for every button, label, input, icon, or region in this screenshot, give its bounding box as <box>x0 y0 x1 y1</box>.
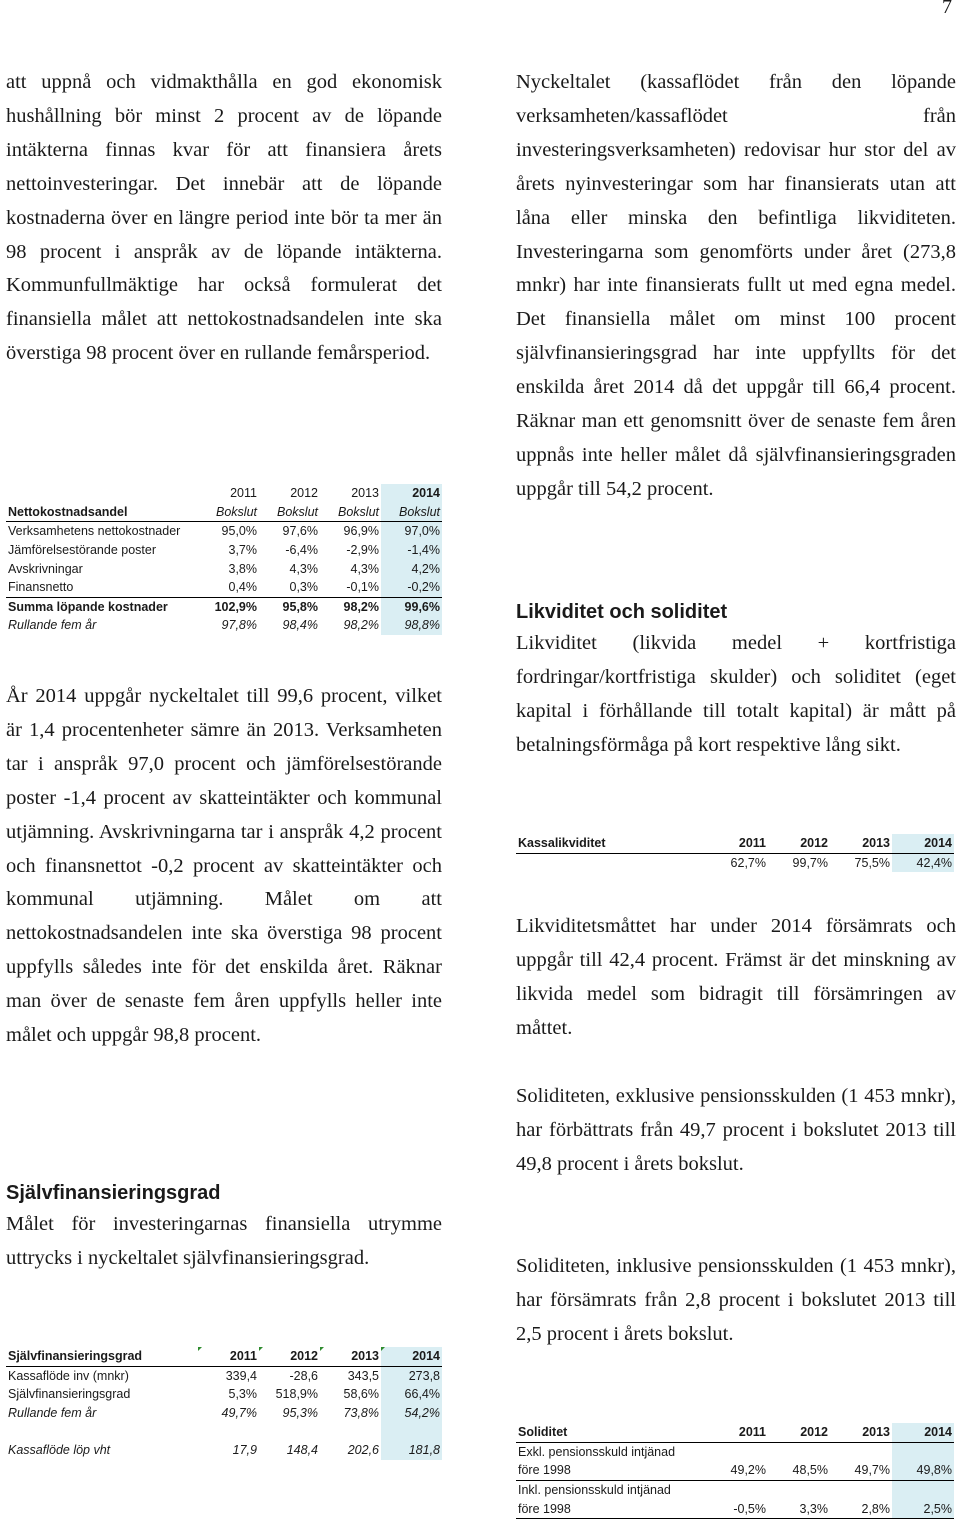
year-cell: 2011 <box>706 834 768 853</box>
table-row <box>516 1461 954 1480</box>
value-cell: 97,6% <box>282 524 318 539</box>
table-header-row <box>6 503 442 522</box>
sjalvfinansieringsgrad-table <box>6 1347 442 1460</box>
table-row <box>6 1385 442 1404</box>
subheader-cell: Bokslut <box>381 503 442 522</box>
nettokostnadsandel-table <box>6 484 442 635</box>
value-cell: 49,2% <box>706 1461 768 1480</box>
year-cell: 2011 <box>230 486 257 501</box>
value-cell: 273,8 <box>381 1366 442 1385</box>
value-cell: 95,3% <box>282 1406 318 1421</box>
value-cell: 148,4 <box>286 1443 318 1458</box>
table-row <box>6 1366 442 1385</box>
value-cell: 339,4 <box>225 1368 257 1383</box>
row-label: Inkl. pensionsskuld intjänad <box>518 1483 671 1498</box>
value-cell: -6,4% <box>285 543 318 558</box>
table-row <box>6 541 442 560</box>
table-title: Soliditet <box>516 1423 706 1442</box>
subheader-cell: Bokslut <box>259 503 320 522</box>
value-cell: 97,8% <box>221 618 257 633</box>
value-cell: 96,9% <box>343 524 379 539</box>
kassalikviditet-table <box>516 834 954 872</box>
row-label: Finansnetto <box>6 578 198 597</box>
value-cell: -2,9% <box>346 543 379 558</box>
value-cell: 54,2% <box>381 1404 442 1423</box>
table-row-rolling <box>6 1404 442 1423</box>
value-cell: 3,7% <box>228 543 257 558</box>
table-spacer <box>6 1422 442 1441</box>
section-heading: Självfinansieringsgrad <box>6 1182 221 1204</box>
year-cell: 2014 <box>381 1347 442 1366</box>
row-label: Kassaflöde inv (mnkr) <box>8 1368 129 1383</box>
year-cell: 2014 <box>892 1423 954 1442</box>
value-cell: 3,3% <box>768 1499 830 1518</box>
soliditet-table <box>516 1423 954 1519</box>
row-label: Verksamhetens nettokostnader <box>8 524 181 539</box>
year-cell: 2011 <box>198 1347 259 1366</box>
value-cell: 95,8% <box>282 599 318 614</box>
row-label: före 1998 <box>516 1499 706 1518</box>
year-cell: 2013 <box>320 1347 381 1366</box>
year-cell: 2014 <box>892 834 954 853</box>
year-cell: 2014 <box>381 484 442 503</box>
value-cell: -0,2% <box>381 578 442 597</box>
value-cell: 4,3% <box>350 561 379 576</box>
value-cell: 49,7% <box>830 1461 892 1480</box>
row-label: Exkl. pensionsskuld intjänad <box>518 1444 676 1459</box>
table-row <box>6 559 442 578</box>
subheader-cell: Bokslut <box>320 503 381 522</box>
value-cell: 62,7% <box>730 855 766 870</box>
value-cell: 58,6% <box>343 1387 379 1402</box>
subheader-cell: Bokslut <box>198 503 259 522</box>
hushallning-paragraph: att uppnå och vidmakthålla en god ekonomisk hushållning bör minst 2 procent av de löpande intäkterna finnas kvar för att finansiera årets nettoinvesteringar. Det innebär att de löpande kostnaderna över en längre period inte bör ta mer än 98 procent i anspråk av de löpande intäkterna. Kommunfullmäktige har också formulerat det finansiella målet att nettokostnadsandelen inte ska överstiga 98 procent över en rullande femårsperiod. <box>6 71 442 365</box>
soliditet-inkl-paragraph: Soliditeten, inklusive pensionsskulden (1 453 mnkr), har försämrats från 2,8 procent i bokslutet 2013 till 2,5 procent i årets bokslut. <box>516 1255 956 1345</box>
value-cell: 99,6% <box>381 597 442 616</box>
value-cell: 98,2% <box>343 618 379 633</box>
value-cell: 0,4% <box>198 578 259 597</box>
value-cell: 17,9 <box>232 1443 257 1458</box>
table-header-row <box>516 834 954 853</box>
year-cell: 2013 <box>351 486 379 501</box>
value-cell: 48,5% <box>768 1461 830 1480</box>
row-label: Självfinansieringsgrad <box>8 1387 131 1402</box>
table-row <box>6 1441 442 1460</box>
value-cell: 98,4% <box>282 618 318 633</box>
value-cell: 73,8% <box>343 1406 379 1421</box>
table-row-sum <box>6 597 442 616</box>
value-cell: -0,1% <box>320 578 381 597</box>
nyckeltal-paragraph: År 2014 uppgår nyckeltalet till 99,6 procent, vilket är 1,4 procentenheter sämre än 2013. Verksamheten tar i anspråk 97,0 procent och jämförelsestörande poster -1,4 procent av skatteintäkter och kommunal utjämning. Avskrivningarna tar i anspråk 4,2 procent och finansnettot -0,2 procent av skatteintäkter och kommunal utjämning. Målet om att nettokostnadsandelen inte ska överstiga 98 procent uppfylls således inte för det enskilda året. Räknar man över de senaste fem åren uppfylls heller inte målet och uppgår 98,8 procent. <box>6 685 442 1047</box>
likviditet-paragraph: Likviditet (likvida medel + kortfristiga fordringar/kortfristiga skulder) och soliditet (eget kapital i förhållande till totalt kapital) är mått på betalningsförmåga på kort respektive lång sikt. <box>516 632 956 756</box>
table-row <box>516 853 954 872</box>
value-cell: 98,8% <box>381 616 442 635</box>
year-cell: 2012 <box>768 834 830 853</box>
value-cell: 343,5 <box>347 1368 379 1383</box>
sjalvfinansiering-paragraph: Målet för investeringarnas finansiella utrymme uttrycks i nyckeltalet självfinansieringsgrad. <box>6 1213 442 1269</box>
table-row <box>6 522 442 541</box>
year-cell: 2013 <box>830 1423 892 1442</box>
section-heading: Likviditet och soliditet <box>516 601 728 623</box>
table-title: Självfinansieringsgrad <box>6 1347 198 1366</box>
value-cell: 5,3% <box>228 1387 257 1402</box>
row-label: Rullande fem år <box>8 618 97 633</box>
page-number: 7 <box>942 0 952 18</box>
year-cell: 2011 <box>706 1423 768 1442</box>
table-title: Kassalikviditet <box>516 834 706 853</box>
value-cell: 4,2% <box>381 559 442 578</box>
value-cell: 2,8% <box>830 1499 892 1518</box>
value-cell: 4,3% <box>289 561 318 576</box>
table-header-row <box>516 1423 954 1442</box>
table-row-label-line <box>516 1480 954 1499</box>
year-cell: 2013 <box>830 834 892 853</box>
value-cell: 102,9% <box>214 599 257 614</box>
value-cell: 99,7% <box>792 855 828 870</box>
value-cell: 42,4% <box>892 853 954 872</box>
value-cell: 75,5% <box>854 855 890 870</box>
table-row <box>516 1499 954 1518</box>
year-cell: 2012 <box>290 486 318 501</box>
nyckeltalet-paragraph: Nyckeltalet (kassaflödet från den löpande verksamheten/kassaflödet från investeringsverksamheten) redovisar hur stor del av årets nyinvesteringar som har finansierats utan att låna eller minska den befintliga likviditeten. Investeringarna som genomförts under året (273,8 mnkr) har inte finansierats fullt ut med egna medel. Det finansiella målet om minst 100 procent självfinansieringsgrad har inte uppfyllts för det enskilda året 2014 då det uppgår till 66,4 procent. Räknar man ett genomsnitt över de senaste fem åren uppnås inte heller målet då självfinansieringsgraden uppgår till 54,2 procent. <box>516 71 956 500</box>
table-title: Nettokostnadsandel <box>6 503 198 522</box>
row-label: Kassaflöde löp vht <box>8 1443 111 1458</box>
table-row-label-line <box>516 1442 954 1461</box>
likviditetsmatt-paragraph: Likviditetsmåttet har under 2014 försämrats och uppgår till 42,4 procent. Främst är det minskning av likvida medel som bidragit till försämringen av måttet. <box>516 915 956 1039</box>
table-row <box>6 578 442 597</box>
value-cell: -1,4% <box>381 541 442 560</box>
value-cell: 181,8 <box>381 1441 442 1460</box>
year-cell: 2012 <box>768 1423 830 1442</box>
row-label: Jämförelsestörande poster <box>8 543 156 558</box>
value-cell: 97,0% <box>381 522 442 541</box>
row-label: Summa löpande kostnader <box>8 599 168 614</box>
table-header-row <box>6 1347 442 1366</box>
value-cell: 66,4% <box>381 1385 442 1404</box>
row-label: Avskrivningar <box>8 561 83 576</box>
value-cell: 202,6 <box>347 1443 379 1458</box>
value-cell: 3,8% <box>228 561 257 576</box>
value-cell: 518,9% <box>275 1387 318 1402</box>
table-row-rolling <box>6 616 442 635</box>
row-label: före 1998 <box>516 1461 706 1480</box>
table-header-years <box>6 484 442 503</box>
value-cell: 49,8% <box>892 1461 954 1480</box>
value-cell: 98,2% <box>343 599 379 614</box>
value-cell: 2,5% <box>892 1499 954 1518</box>
year-cell: 2012 <box>259 1347 320 1366</box>
soliditet-exkl-paragraph: Soliditeten, exklusive pensionsskulden (1 453 mnkr), har förbättrats från 49,7 procent i bokslutet 2013 till 49,8 procent i årets bokslut. <box>516 1085 956 1175</box>
value-cell: 49,7% <box>221 1406 257 1421</box>
value-cell: -28,6 <box>289 1368 318 1383</box>
value-cell: 0,3% <box>259 578 320 597</box>
value-cell: -0,5% <box>706 1499 768 1518</box>
value-cell: 95,0% <box>221 524 257 539</box>
row-label: Rullande fem år <box>8 1406 97 1421</box>
